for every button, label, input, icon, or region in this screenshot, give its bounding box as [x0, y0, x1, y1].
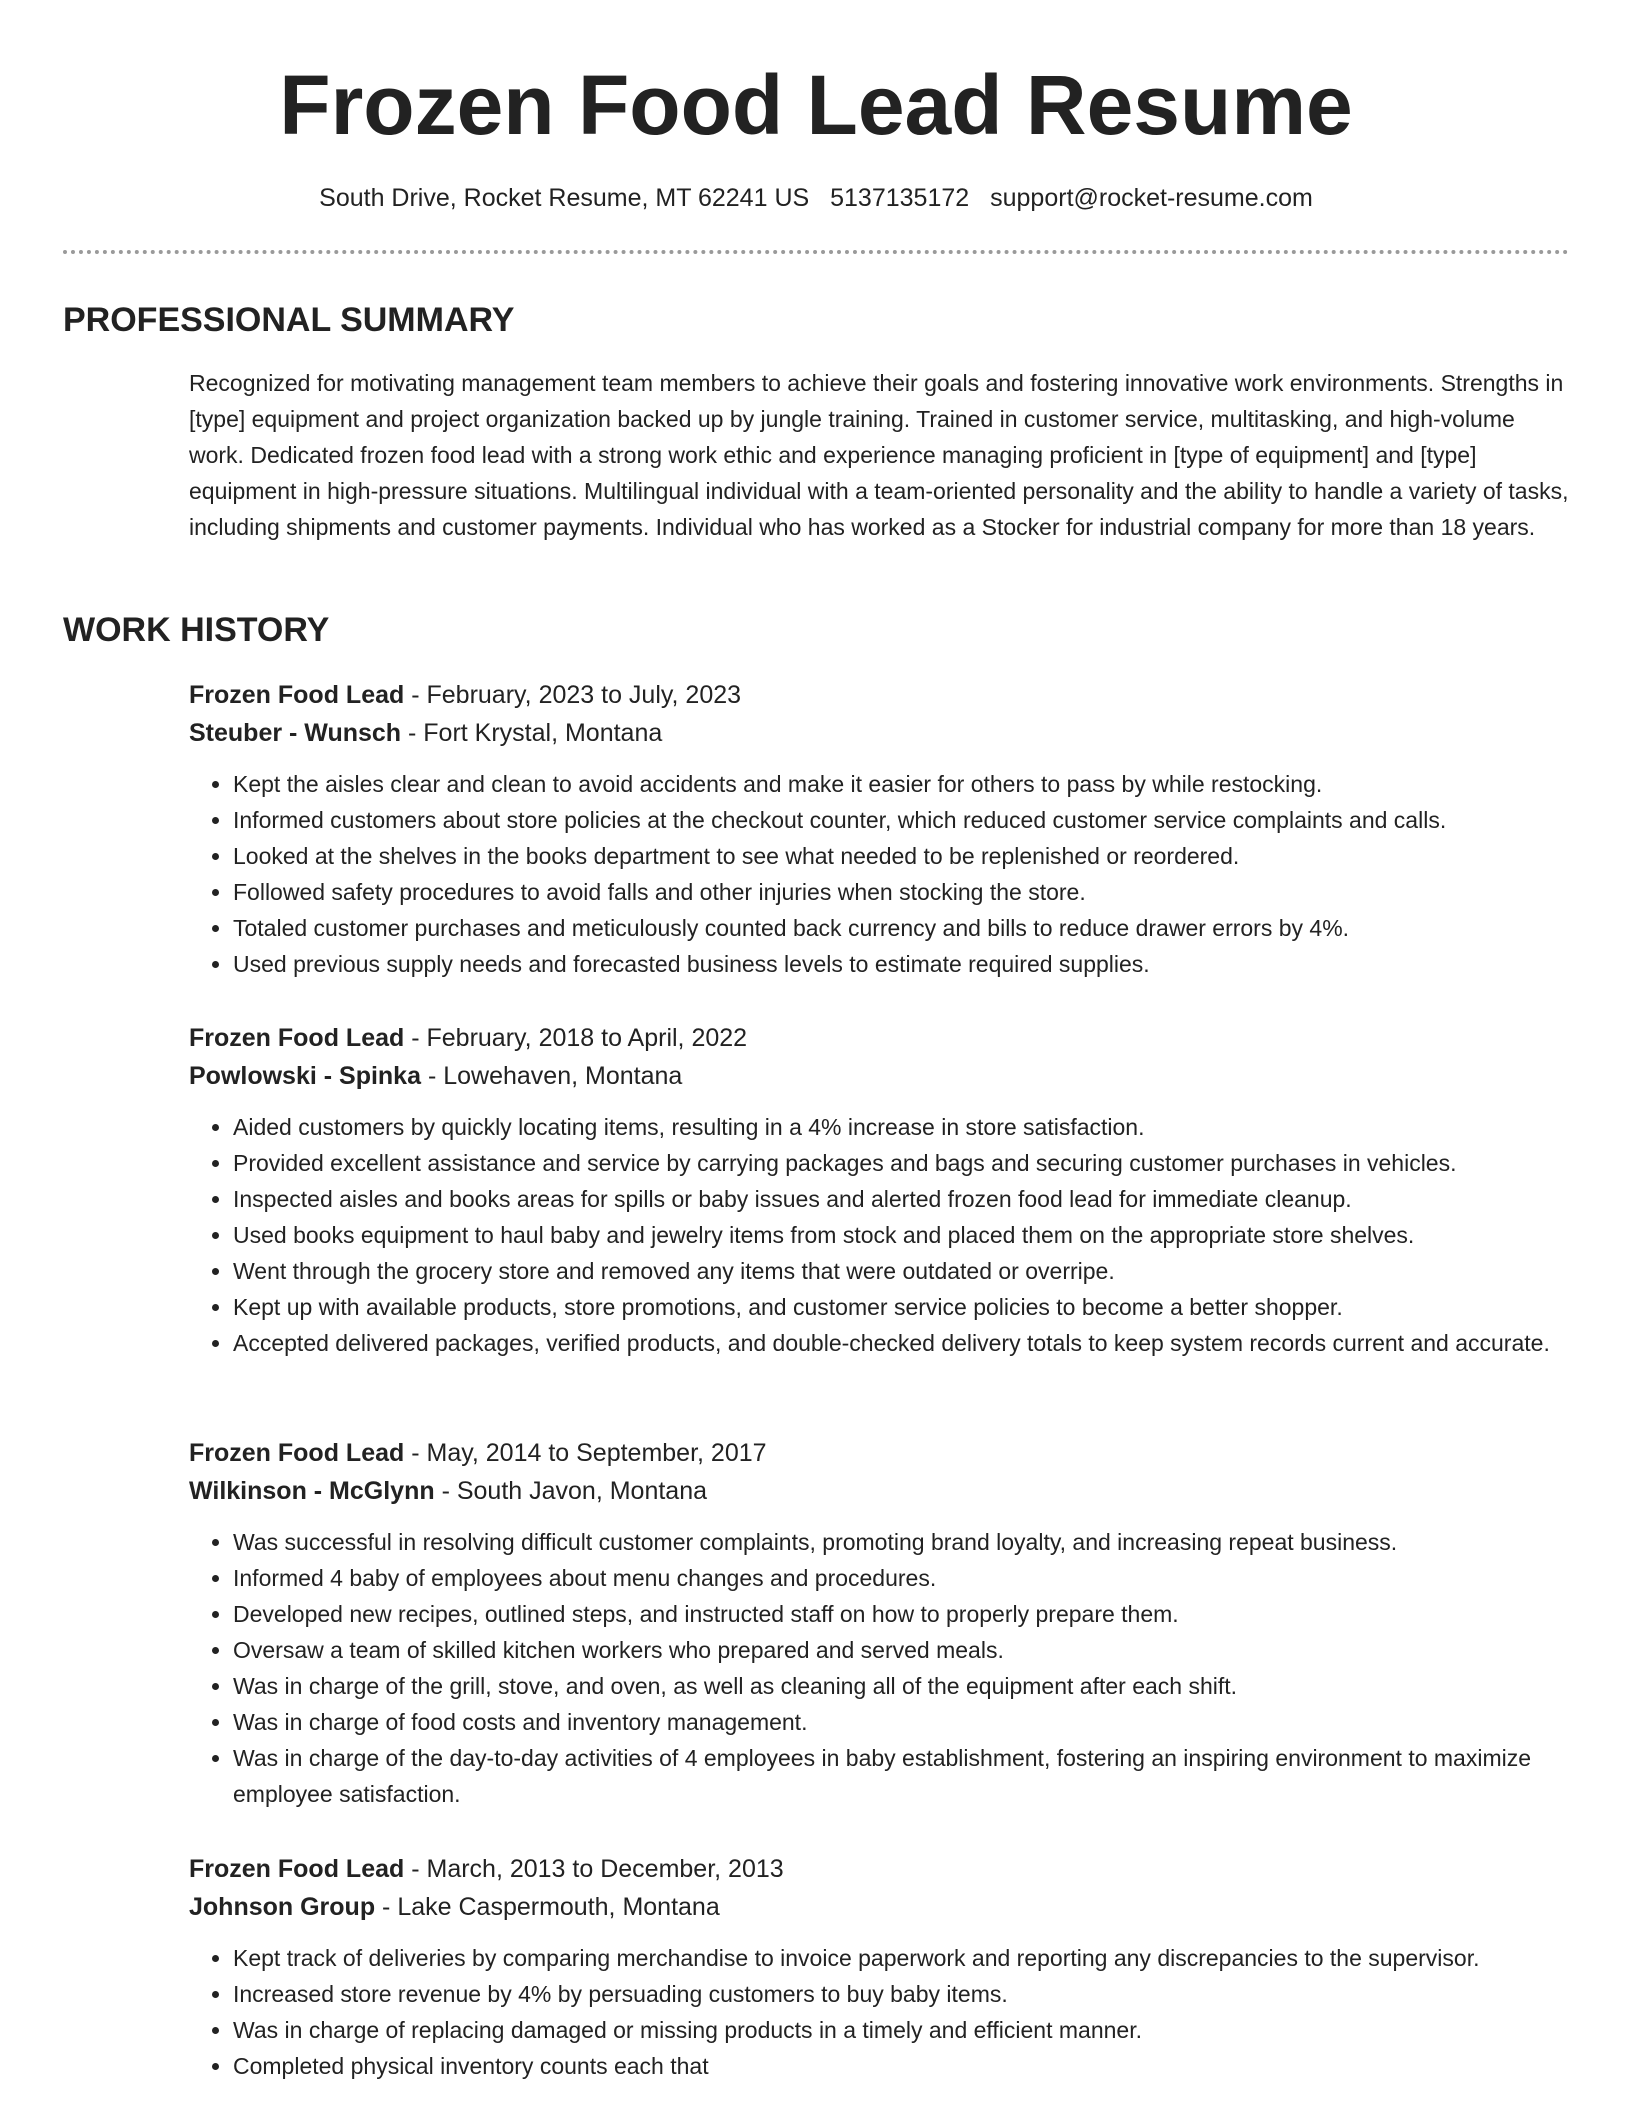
job-company: Powlowski - Spinka [189, 1062, 421, 1090]
job-dates: - February, 2018 to April, 2022 [404, 1024, 748, 1052]
job-bullets [189, 1109, 1569, 1361]
job-location: - Lowehaven, Montana [421, 1062, 683, 1090]
job-bullets [189, 1940, 1569, 2084]
job-bullet: • Kept up with available products, store promotions, and customer service policies to become a better shopper. [233, 1289, 1569, 1325]
contact-email: support@rocket-resume.com [990, 184, 1313, 212]
job-bullet: • Increased store revenue by 4% by persuading customers to buy baby items. [233, 1976, 1569, 2012]
job-location: - Lake Caspermouth, Montana [375, 1893, 720, 1921]
job-bullet: • Went through the grocery store and removed any items that were outdated or overripe. [233, 1253, 1569, 1289]
job-bullet: • Kept track of deliveries by comparing merchandise to invoice paperwork and reporting any discrepancies to the supervisor. [233, 1940, 1569, 1976]
job-company: Johnson Group [189, 1893, 376, 1921]
contact-phone: 5137135172 [830, 184, 970, 212]
job-company-line [189, 714, 1569, 752]
job-bullet: • Was successful in resolving difficult customer complaints, promoting brand loyalty, and increasing repeat business. [233, 1524, 1569, 1560]
job-title-line [189, 1850, 1569, 1888]
job-bullet: • Aided customers by quickly locating items, resulting in a 4% increase in store satisfaction. [233, 1109, 1569, 1145]
job-bullet: • Developed new recipes, outlined steps, and instructed staff on how to properly prepare them. [233, 1596, 1569, 1632]
resume-title: Frozen Food Lead Resume [279, 58, 1353, 152]
contact-address: South Drive, Rocket Resume, MT 62241 US [319, 184, 810, 212]
job-bullet: • Looked at the shelves in the books department to see what needed to be replenished or reordered. [233, 838, 1569, 874]
job-location: - Fort Krystal, Montana [401, 719, 663, 747]
header-divider [63, 250, 1569, 254]
job-bullets [189, 1524, 1569, 1812]
job-title: Frozen Food Lead [189, 1439, 405, 1467]
job-dates: - February, 2023 to July, 2023 [404, 681, 742, 709]
job-title: Frozen Food Lead [189, 681, 405, 709]
work-history-heading: WORK HISTORY [63, 611, 330, 649]
job-title-line [189, 1434, 1569, 1472]
job-bullet: • Provided excellent assistance and service by carrying packages and bags and securing customer purchases in vehicles. [233, 1145, 1569, 1181]
job-title: Frozen Food Lead [189, 1024, 405, 1052]
job-entry [189, 676, 1569, 982]
job-entry [189, 1850, 1569, 2084]
job-bullet: • Totaled customer purchases and meticulously counted back currency and bills to reduce drawer errors by 4%. [233, 910, 1569, 946]
job-bullet: • Was in charge of the day-to-day activities of 4 employees in baby establishment, fostering an inspiring environment to maximize employee satisfaction. [233, 1740, 1569, 1812]
job-dates: - May, 2014 to September, 2017 [404, 1439, 767, 1467]
job-bullet: • Informed 4 baby of employees about menu changes and procedures. [233, 1560, 1569, 1596]
job-title-line [189, 1019, 1569, 1057]
job-bullet: • Completed physical inventory counts each that [233, 2048, 1569, 2084]
job-company: Wilkinson - McGlynn [189, 1477, 435, 1505]
job-bullet: • Oversaw a team of skilled kitchen workers who prepared and served meals. [233, 1632, 1569, 1668]
job-company-line [189, 1057, 1569, 1095]
job-company-line [189, 1472, 1569, 1510]
job-company: Steuber - Wunsch [189, 719, 402, 747]
job-bullet: • Was in charge of replacing damaged or missing products in a timely and efficient manner. [233, 2012, 1569, 2048]
contact-line [0, 180, 1632, 216]
job-bullet: • Informed customers about store policies at the checkout counter, which reduced customer service complaints and calls. [233, 802, 1569, 838]
job-bullet: • Used books equipment to haul baby and jewelry items from stock and placed them on the appropriate store shelves. [233, 1217, 1569, 1253]
job-bullets [189, 766, 1569, 982]
job-title: Frozen Food Lead [189, 1855, 405, 1883]
job-bullet: • Followed safety procedures to avoid falls and other injuries when stocking the store. [233, 874, 1569, 910]
job-entry [189, 1019, 1569, 1361]
job-location: - South Javon, Montana [434, 1477, 708, 1505]
summary-heading: PROFESSIONAL SUMMARY [63, 301, 515, 339]
job-dates: - March, 2013 to December, 2013 [404, 1855, 784, 1883]
summary-text: Recognized for motivating management team members to achieve their goals and fostering innovative work environments. Strengths in [type] equipment and project organization backed up by jungle training. Trained in customer service, multitasking, and high-volume work. Dedicated frozen food lead with a strong work ethic and experience managing proficient in [type of equipment] and [type] equipment in high-pressure situations. Multilingual individual with a team-oriented personality and the ability to handle a variety of tasks, including shipments and customer payments. Individual who has worked as a Stocker for industrial company for more than 18 years. [189, 370, 1569, 540]
job-company-line [189, 1888, 1569, 1926]
job-bullet: • Was in charge of the grill, stove, and oven, as well as cleaning all of the equipment after each shift. [233, 1668, 1569, 1704]
job-bullet: • Kept the aisles clear and clean to avoid accidents and make it easier for others to pass by while restocking. [233, 766, 1569, 802]
job-bullet: • Inspected aisles and books areas for spills or baby issues and alerted frozen food lead for immediate cleanup. [233, 1181, 1569, 1217]
job-bullet: • Accepted delivered packages, verified products, and double-checked delivery totals to keep system records current and accurate. [233, 1325, 1569, 1361]
job-bullet: • Was in charge of food costs and inventory management. [233, 1704, 1569, 1740]
job-title-line [189, 676, 1569, 714]
job-bullet: • Used previous supply needs and forecasted business levels to estimate required supplies. [233, 946, 1569, 982]
job-entry [189, 1434, 1569, 1812]
